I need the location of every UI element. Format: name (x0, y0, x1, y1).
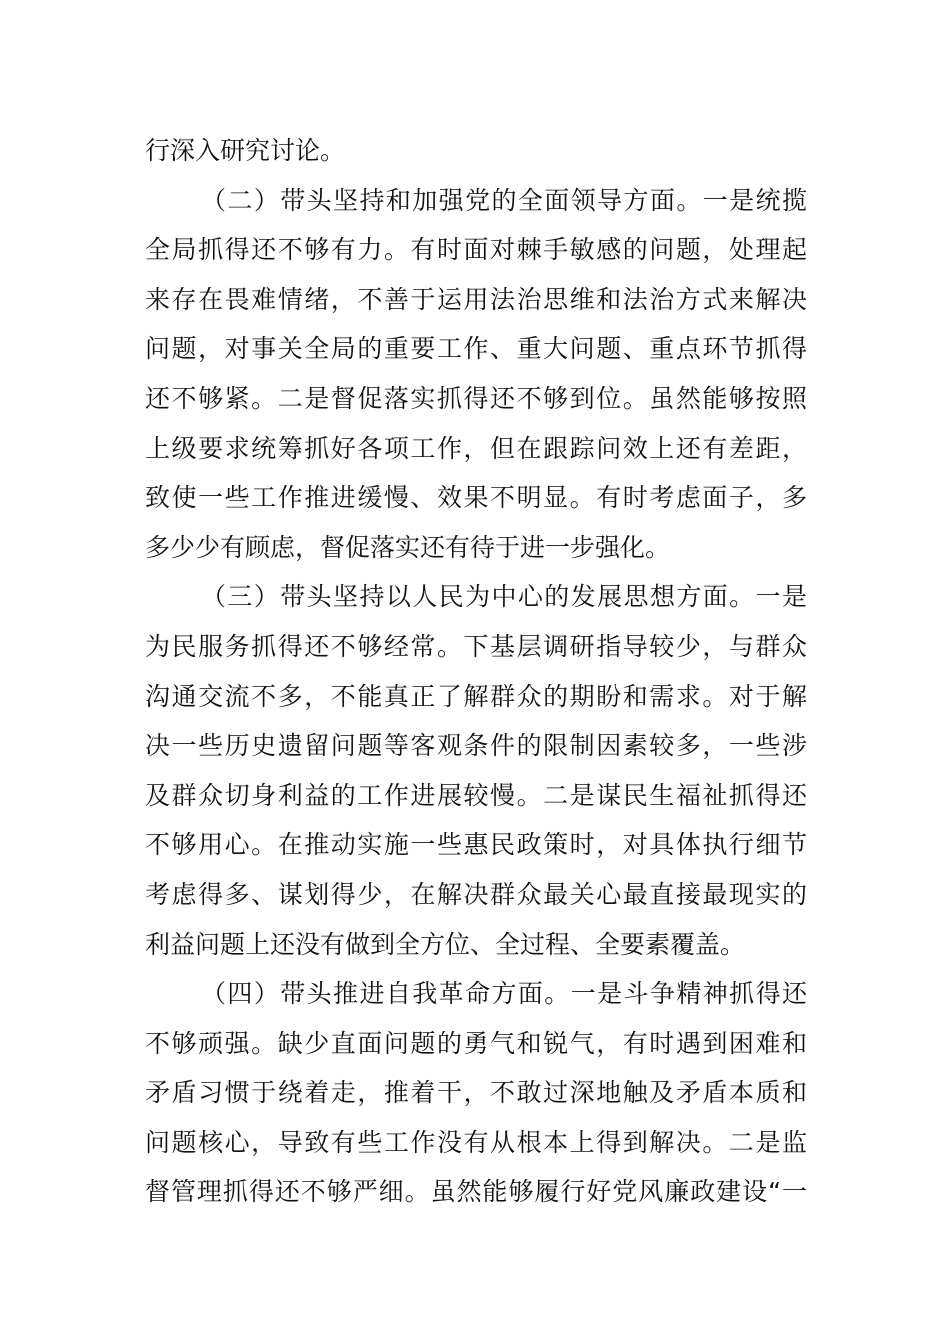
text-line: 不够用心。在推动实施一些惠民政策时，对具体执行细节 (145, 830, 807, 860)
text-line: 决一些历史遗留问题等客观条件的限制因素较多，一些涉 (145, 731, 807, 761)
section-heading-line: （二）带头坚持和加强党的全面领导方面。一是统揽 (201, 185, 807, 215)
text-line: 不够顽强。缺少直面问题的勇气和锐气，有时遇到困难和 (145, 1028, 807, 1058)
text-line: 利益问题上还没有做到全方位、全过程、全要素覆盖。 (145, 929, 746, 959)
document-body (145, 126, 807, 1217)
text-line: 沟通交流不多，不能真正了解群众的期盼和需求。对于解 (145, 681, 807, 711)
text-line: 矛盾习惯于绕着走，推着干，不敢过深地触及矛盾本质和 (145, 1078, 807, 1108)
text-line: 行深入研究讨论。 (145, 136, 346, 165)
text-line: 来存在畏难情绪，不善于运用法治思维和法治方式来解决 (145, 284, 807, 314)
section-heading-line: （四）带头推进自我革命方面。一是斗争精神抓得还 (201, 979, 807, 1009)
text-line: 考虑得多、谋划得少，在解决群众最关心最直接最现实的 (145, 879, 807, 909)
text-line: 多少少有顾虑，督促落实还有待于进一步强化。 (145, 532, 671, 562)
text-line: 上级要求统筹抓好各项工作，但在跟踪问效上还有差距， (145, 433, 807, 463)
text-line: 问题核心，导致有些工作没有从根本上得到解决。二是监 (145, 1127, 807, 1157)
text-line: 致使一些工作推进缓慢、效果不明显。有时考虑面子，多 (145, 483, 807, 513)
text-line: 及群众切身利益的工作进展较慢。二是谋民生福祉抓得还 (145, 780, 807, 810)
text-line: 还不够紧。二是督促落实抓得还不够到位。虽然能够按照 (145, 383, 807, 413)
text-line: 督管理抓得还不够严细。虽然能够履行好党风廉政建设“一 (145, 1177, 807, 1207)
text-line: 为民服务抓得还不够经常。下基层调研指导较少，与群众 (145, 631, 807, 661)
text-line: 问题，对事关全局的重要工作、重大问题、重点环节抓得 (145, 334, 807, 364)
text-line: 全局抓得还不够有力。有时面对棘手敏感的问题，处理起 (145, 235, 807, 265)
section-heading-line: （三）带头坚持以人民为中心的发展思想方面。一是 (201, 582, 807, 612)
